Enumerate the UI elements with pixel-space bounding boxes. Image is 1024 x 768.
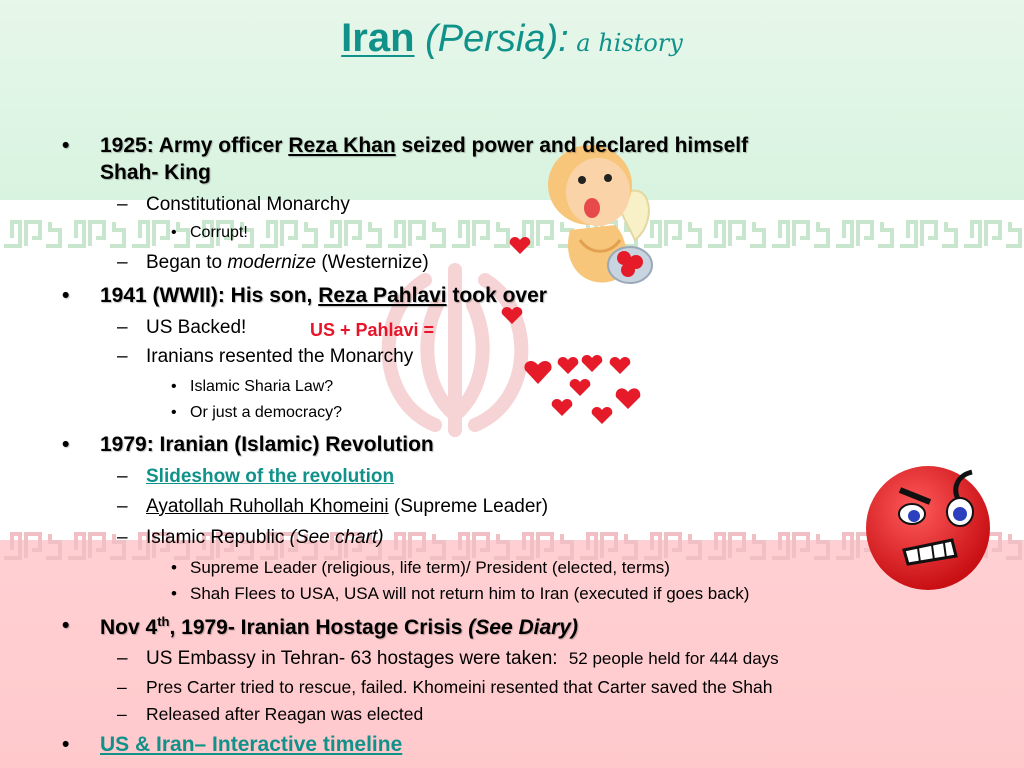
sub-us-embassy: – US Embassy in Tehran- 63 hostages were taken: 52 people held for 444 days — [117, 648, 779, 669]
subsub-sharia-law: • Islamic Sharia Law? — [171, 378, 334, 395]
sub-iranians-resented: – Iranians resented the Monarchy — [117, 346, 414, 367]
subsub-democracy: • Or just a democracy? — [171, 404, 343, 421]
subsub-shah-flees: • Shah Flees to USA, USA will not return him to Iran (executed if goes back) — [171, 584, 750, 603]
sub-slideshow-link: – Slideshow of the revolution — [117, 466, 395, 487]
bullet-timeline: • US & Iran– Interactive timeline — [62, 733, 403, 756]
sub-us-backed: – US Backed! — [117, 317, 247, 338]
bullet-1925 — [62, 134, 749, 158]
interactive-timeline-link[interactable]: US & Iran– Interactive timeline — [100, 733, 403, 756]
bullet-marker: • — [62, 134, 70, 157]
title-sub: (Persia): — [414, 18, 569, 60]
title-small: a history — [568, 29, 683, 57]
bullet-1941: • 1941 (WWII): His son, Reza Pahlavi took over — [62, 284, 547, 307]
b1-pre: 1925: Army officer — [100, 134, 289, 157]
sub-carter-rescue: – Pres Carter tried to rescue, failed. Khomeini resented that Carter saved the Shah — [117, 677, 773, 697]
sub-islamic-republic: – Islamic Republic (See chart) — [117, 527, 384, 548]
sub-constitutional-monarchy: – Constitutional Monarchy — [117, 194, 350, 215]
b2-reza-pahlavi: Reza Pahlavi — [318, 284, 447, 307]
bullet-hostage-crisis: • Nov 4th, 1979- Iranian Hostage Crisis (See Diary) — [62, 614, 578, 639]
us-pahlavi-annotation: US + Pahlavi = — [310, 320, 435, 340]
khomeini-name: Ayatollah Ruhollah Khomeini — [146, 496, 389, 517]
bullet-1979-revolution: • 1979: Iranian (Islamic) Revolution — [62, 433, 434, 456]
subsub-supreme-leader: • Supreme Leader (religious, life term)/ President (elected, terms) — [171, 558, 670, 577]
subsub-corrupt: • Corrupt! — [171, 224, 248, 241]
sub-released-reagan: – Released after Reagan was elected — [117, 704, 424, 724]
b1-post: seized power and declared himself — [395, 134, 749, 157]
sub-modernize: – Began to modernize (Westernize) — [117, 252, 429, 273]
sub-khomeini: – Ayatollah Ruhollah Khomeini (Supreme Leader) — [117, 496, 549, 517]
slideshow-link[interactable]: Slideshow of the revolution — [146, 466, 395, 487]
title-main: Iran — [341, 16, 415, 60]
bullet-1925-line2: Shah- King — [100, 161, 211, 184]
b1-reza-khan: Reza Khan — [288, 134, 396, 157]
